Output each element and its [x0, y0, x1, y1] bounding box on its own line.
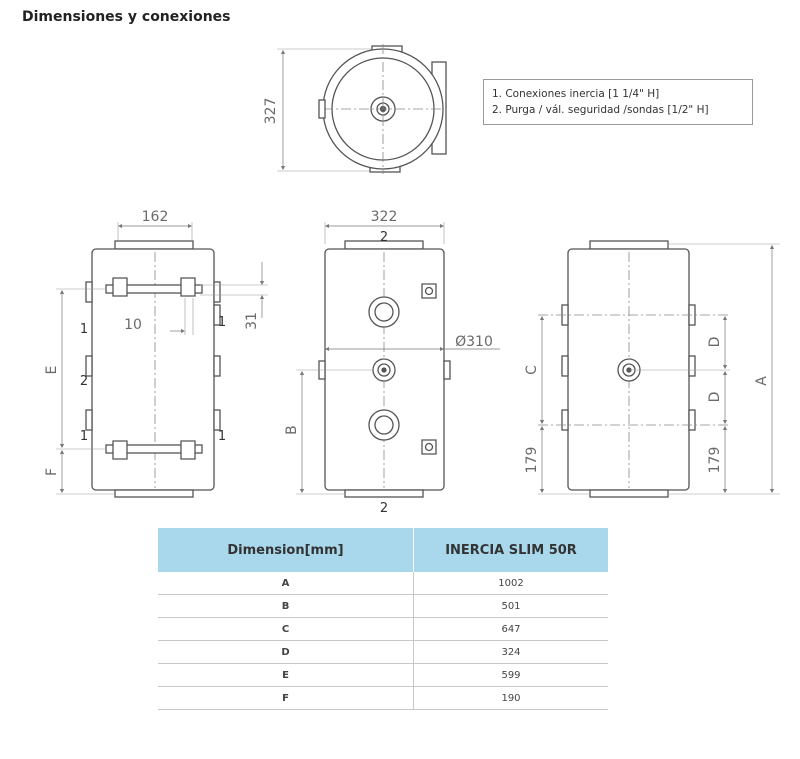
- table-row: [158, 572, 608, 595]
- row-key: B: [158, 595, 414, 618]
- legend-item-1: 1. Conexiones inercia [1 1/4" H]: [492, 88, 660, 100]
- table-header-row: [158, 528, 608, 572]
- left-conn-2: 2: [79, 374, 89, 389]
- label-b: B: [284, 425, 300, 435]
- header-model: INERCIA SLIM 50R: [414, 528, 609, 572]
- right-view: [538, 241, 780, 497]
- label-c: C: [524, 365, 540, 375]
- left-conn-1-bot-l: 1: [79, 429, 89, 444]
- row-key: C: [158, 618, 414, 641]
- section-title: Dimensiones y conexiones: [22, 9, 231, 25]
- row-value: 1002: [414, 572, 609, 595]
- left-offset-dim: 10: [124, 317, 142, 333]
- front-width-dim: 322: [370, 209, 398, 225]
- front-conn-top: 2: [379, 230, 389, 245]
- row-value: 501: [414, 595, 609, 618]
- row-value: 324: [414, 641, 609, 664]
- left-conn-1-bot-r: 1: [217, 429, 227, 444]
- row-value: 647: [414, 618, 609, 641]
- table-row: [158, 664, 608, 687]
- top-view: [277, 44, 446, 174]
- dimensions-table: [158, 528, 608, 710]
- header-dimension: Dimension[mm]: [158, 528, 414, 572]
- legend-item-2: 2. Purga / vál. seguridad /sondas [1/2" H]: [492, 104, 709, 116]
- row-key: E: [158, 664, 414, 687]
- left-conn-1-top-r: 1: [217, 315, 227, 330]
- table-row: [158, 618, 608, 641]
- table-row: [158, 595, 608, 618]
- row-key: D: [158, 641, 414, 664]
- left-width-dim: 162: [141, 209, 169, 225]
- label-f: F: [44, 467, 60, 477]
- front-conn-bottom: 2: [379, 501, 389, 516]
- right-dim-179-right: 179: [707, 446, 723, 474]
- table-row: [158, 687, 608, 710]
- top-height-dim: 327: [263, 97, 279, 125]
- row-value: 190: [414, 687, 609, 710]
- label-a: A: [754, 376, 770, 386]
- front-view: [296, 222, 500, 497]
- left-view: [56, 222, 268, 497]
- row-key: F: [158, 687, 414, 710]
- row-key: A: [158, 572, 414, 595]
- left-bracket-dim: 31: [244, 312, 260, 330]
- label-d-upper: D: [707, 336, 723, 348]
- row-value: 599: [414, 664, 609, 687]
- label-d-lower: D: [707, 391, 723, 403]
- front-diameter-dim: Ø310: [455, 334, 493, 350]
- table-row: [158, 641, 608, 664]
- right-dim-179-left: 179: [524, 446, 540, 474]
- left-conn-1-top-l: 1: [79, 322, 89, 337]
- label-e: E: [44, 365, 60, 375]
